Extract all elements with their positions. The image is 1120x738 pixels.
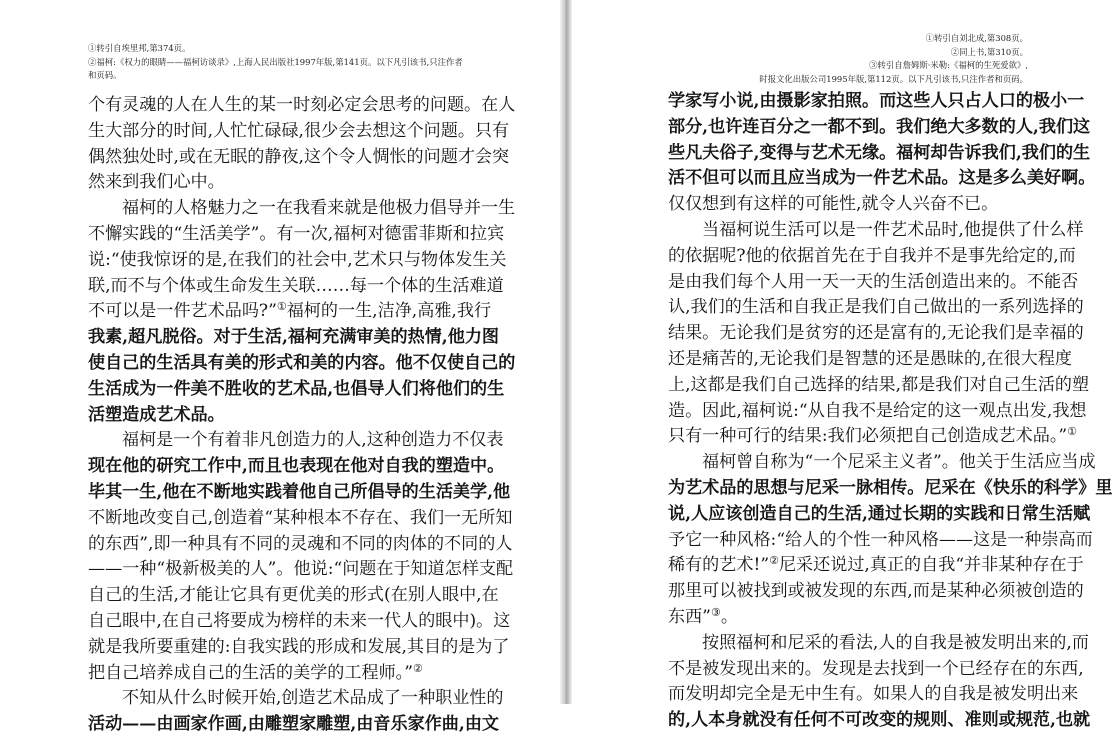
text-fragment: 不可以是一件艺术品吗?” [88,301,277,322]
text-line: 为艺术品的思想与尼采一脉相传。尼采在《快乐的科学》里 [668,477,1113,498]
text-line [668,553,1084,579]
text-line: 的依据呢?他的依据首先在于自我并不是事先给定的,而 [668,245,1076,266]
footnote: ②同上书,第310页。 [950,46,1028,57]
footnote: 时报文化出版公司1995年版,第112页。以下凡引该书,只注作者和页码。 [759,73,1028,84]
footnote-ref: ③ [710,605,721,619]
text-line: 说:“使我惊讶的是,在我们的社会中,艺术只与物体发生关 [88,249,507,270]
text-line: 现在他的研究工作中,而且也表现在他对自我的塑造中。 [88,456,505,477]
text-line: 部分,也许连百分之一都不到。我们绝大多数的人,我们这 [668,116,1091,137]
footnote-ref: ① [276,300,287,314]
text-line: 的东西”,即一种具有不同的灵魂和不同的肉体的不同的人 [88,533,513,554]
text-line: 认,我们的生活和自我正是我们自己做出的一系列选择的 [668,297,1084,318]
text-line: 联,而不与个体或生命发生关联……每一个体的生活难道 [88,275,504,296]
text-line: 毕其一生,他在不断地实践着他自己所倡导的生活美学,他 [88,481,511,502]
text-line: 不知从什么时候开始,创造艺术品成了一种职业性的 [122,688,504,709]
text-fragment: 稀有的艺术!” [668,555,770,576]
text-fragment: 福柯的一生,洁净,高雅,我行 [286,301,492,322]
left-page [0,0,560,735]
text-line: ——一种“极新极美的人”。他说:“问题在于知道怎样支配 [88,559,514,580]
text-line: 不断地改变自己,创造着“某种根本不存在、我们一无所知 [88,507,513,528]
text-line: 生活成为一件美不胜收的艺术品,也倡导人们将他们的生 [88,378,505,399]
text-line: 而发明却完全是无中生有。如果人的自我是被发明出来 [668,684,1079,705]
text-line [668,605,1040,631]
text-line: 的,人本身就没有任何不可改变的规则、准则或规范,也就 [668,710,1091,731]
text-line: 仅仅想到有这样的可能性,就令人兴奋不已。 [668,194,999,215]
text-line: 福柯的人格魅力之一在我看来就是他极力倡导并一生 [122,198,516,219]
text-line: 结果。无论我们是贫穷的还是富有的,无论我们是幸福的 [668,323,1084,344]
text-fragment: 东西” [668,606,711,627]
text-fragment: 尼采还说过,真正的自我“并非某种存在于 [778,555,1084,576]
text-fragment: 只有一种可行的结果:我们必须把自己创造成艺术品。” [668,426,1068,447]
text-line: 福柯是一个有着非凡创造力的人,这种创造力不仅表 [122,430,504,451]
text-line: 就是我所要重建的:自我实践的形成和发展,其目的是为了 [88,636,510,657]
text-fragment: 。 [720,606,738,627]
text-line: 活塑造成艺术品。 [88,404,225,425]
footnote-ref: ① [1067,425,1077,439]
text-line [668,424,1077,450]
text-line [88,299,492,325]
text-line: 福柯曾自称为“一个尼采主义者”。他关于生活应当成 [702,452,1096,473]
book-spine [560,0,572,704]
text-line: 活不但可以而且应当成为一件艺术品。这是多么美好啊。 [668,168,1096,189]
text-line: 我素,超凡脱俗。对于生活,福柯充满审美的热情,他力图 [88,327,500,348]
text-line: 是由我们每个人用一天一天的生活创造出来的。不能否 [668,271,1079,292]
footnote: ③转引自詹姆斯·米勒:《福柯的生死爱欲》, [869,60,1028,71]
right-footnotes [668,32,1028,86]
right-body-text [668,89,1113,734]
text-fragment: 把自己培养成自己的生活的美学的工程师。” [88,662,413,683]
left-body-text [88,93,516,738]
text-line: 不懈实践的“生活美学”。有一次,福柯对德雷菲斯和拉宾 [88,223,505,244]
text-line [88,661,466,687]
footnote: ②福柯:《权力的眼睛——福柯访谈录》,上海人民出版社1997年版,第141页。以下凡引该书,只注作者 [88,56,463,67]
text-line: 造。因此,福柯说:“从自我不是给定的这一观点出发,我想 [668,400,1087,421]
text-line: 不是被发现出来的。发现是去找到一个已经存在的东西, [668,658,1084,679]
text-line: 说,人应该创造自己的生活,通过长期的实践和日常生活赋 [668,503,1091,524]
text-line: 自己的生活,才能让它具有更优美的形式(在别人眼中,在 [88,585,499,606]
text-line: 然来到我们心中。 [88,172,225,193]
text-line: 按照福柯和尼采的看法,人的自我是被发明出来的,而 [702,632,1089,653]
text-line: 使自己的生活具有美的形式和美的内容。他不仅使自己的 [88,352,516,373]
text-line: 上,这都是我们自己选择的结果,都是我们对自己生活的塑 [668,374,1090,395]
footnote-ref: ② [412,661,423,675]
text-line: 予它一种风格:“给人的个性一种风格——这是一种崇高而 [668,529,1093,550]
text-line: 自己眼中,在自己将要成为榜样的未来一代人的眼中)。这 [88,610,511,631]
footnote: ①转引自埃里邦,第374页。 [88,43,191,53]
footnote: ①转引自刘北成,第308页。 [925,33,1028,43]
right-page [572,0,1120,731]
text-line: 生大部分的时间,人忙忙碌碌,很少会去想这个问题。只有 [88,120,510,141]
footnote: 和页码。 [88,70,122,81]
text-line: 偶然独处时,或在无眠的静夜,这个令人惆怅的问题才会突 [88,146,510,167]
text-line: 个有灵魂的人在人生的某一时刻必定会思考的问题。在人 [88,95,516,115]
left-footnotes [88,42,488,83]
text-line: 学家写小说,由摄影家拍照。而这些人只占人口的极小一 [668,91,1085,111]
footnote-ref: ② [769,554,779,568]
text-line: 活动——由画家作画,由雕塑家雕塑,由音乐家作曲,由文 [88,714,500,735]
text-line: 当福柯说生活可以是一件艺术品时,他提供了什么样 [702,219,1084,240]
text-line: 还是痛苦的,无论我们是智慧的还是愚昧的,在很大程度 [668,348,1073,369]
text-line: 那里可以被找到或被发现的东西,而是某种必须被创造的 [668,581,1084,602]
text-line: 些凡夫俗子,变得与艺术无缘。福柯却告诉我们,我们的生 [668,142,1091,163]
